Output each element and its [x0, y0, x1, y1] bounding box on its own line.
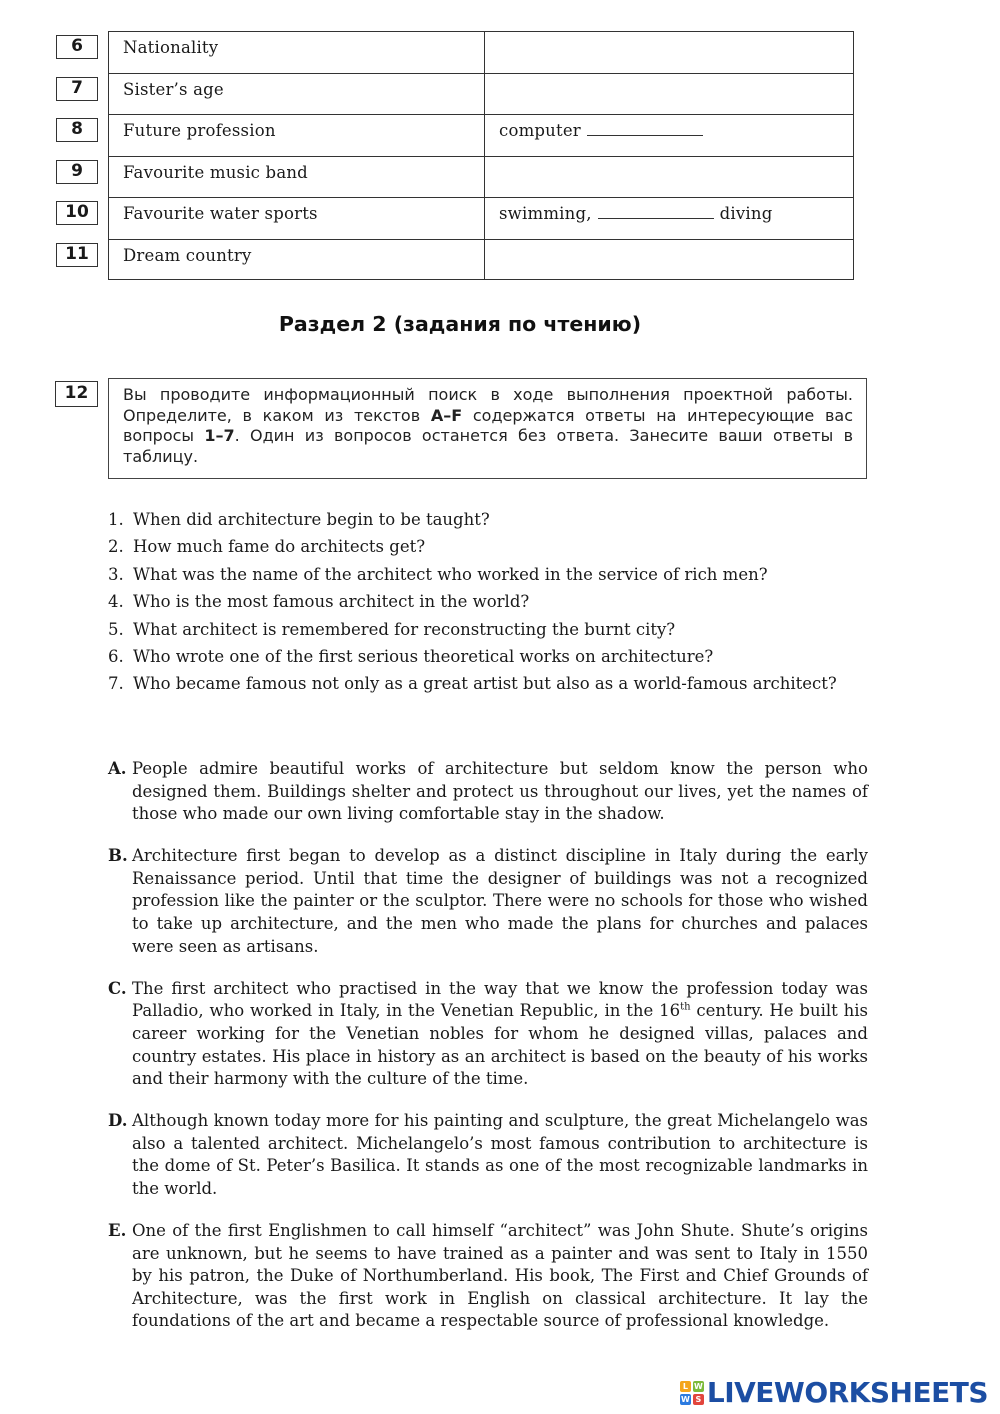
- section-title: Раздел 2 (задания по чтению): [278, 312, 642, 336]
- text-body: People admire beautiful works of architecture but seldom know the person who designed them. Buildings shelter and protect us throughout our lives, yet the names of those who made our own living comfortable stay in the shadow.: [132, 759, 868, 824]
- text-body: Architecture first began to develop as a distinct discipline in Italy during the early Renaissance period. Until that time the designer of buildings was not a recognized profession like the painter or the sculptor. There were no schools for those who wished to take up architecture, and the men who made the plans for churches and palaces were seen as artisans.: [132, 846, 868, 956]
- logo-tile: S: [693, 1394, 704, 1405]
- question-number: 2.: [108, 537, 124, 557]
- question-item: [108, 590, 868, 613]
- row-label: Nationality: [108, 31, 484, 73]
- answer-suffix: diving: [719, 204, 773, 223]
- instruction-bold: A–F: [430, 405, 463, 425]
- answer-cell[interactable]: [484, 31, 854, 73]
- logo-tile: W: [693, 1381, 703, 1391]
- question-number: 3.: [108, 564, 124, 584]
- instruction-box: [108, 378, 867, 479]
- text-letter: A.: [108, 759, 127, 778]
- row-number: 11: [56, 243, 98, 267]
- question-text: Who is the most famous architect in the world?: [133, 592, 530, 612]
- question-item: [108, 672, 868, 695]
- reading-texts: [108, 758, 868, 1353]
- text-letter: C.: [108, 978, 127, 998]
- row-number: 9: [56, 160, 98, 184]
- superscript: th: [680, 1001, 691, 1013]
- answer-blank[interactable]: [598, 198, 714, 219]
- row-number: 6: [56, 35, 98, 59]
- text-c: [108, 978, 868, 1091]
- question-number: 1.: [108, 510, 124, 529]
- row-number: 10: [56, 201, 98, 225]
- answer-cell[interactable]: [484, 156, 854, 198]
- question-number: 5.: [108, 619, 124, 639]
- question-text: When did architecture begin to be taught?: [133, 510, 490, 529]
- question-number: 6.: [108, 646, 124, 666]
- liveworksheets-logo-icon: [680, 1381, 704, 1405]
- question-list: [108, 508, 868, 700]
- text-letter: B.: [108, 846, 128, 866]
- text-body: One of the first Englishmen to call himself “architect” was John Shute. Shute’s origins are unknown, but he seems to have trained as a painter and was sent to Italy in 1550 by his patron, the Duke of Northumberland. His book, The First and Chief Grounds of Architecture, was the first work in English on classical architecture. It lay the foundations of the art and became a respectable source of professional knowledge.: [132, 1221, 868, 1331]
- instruction-text: . Один из вопросов останется без ответа. Занесите ваши ответы в таблицу.: [123, 426, 854, 466]
- answer-cell[interactable]: [484, 239, 854, 281]
- question-number: 7.: [108, 674, 124, 694]
- answer-cell[interactable]: [484, 73, 854, 115]
- question-item: [108, 645, 868, 668]
- text-body-cont: century. He built his career working for the Venetian nobles for whom he designed villas, palaces and country estates. His place in history as an architect is based on the beauty of his works and their harmony with the culture of the time.: [132, 1001, 868, 1089]
- question-text: How much fame do architects get?: [133, 537, 426, 557]
- row-label: Future profession: [108, 114, 484, 156]
- text-d: [108, 1110, 868, 1200]
- task-number: 12: [55, 381, 98, 407]
- question-item: [108, 508, 868, 531]
- instruction-text: Вы проводите информационный поиск в ходе выполнения проектной работы. Определите, в каком из текстов: [123, 385, 853, 425]
- text-body: Although known today more for his painting and sculpture, the great Michelangelo was also a talented architect. Michelangelo’s most famous contribution to architecture is the dome of St. Peter’s Basilica. It stands as one of the most recognizable landmarks in the world.: [132, 1111, 868, 1198]
- logo-tile: W: [680, 1394, 690, 1404]
- instruction-bold: 1–7: [204, 426, 235, 445]
- text-a: [108, 758, 868, 826]
- question-text: What architect is remembered for reconstructing the burnt city?: [133, 619, 676, 639]
- row-label: Favourite water sports: [108, 197, 484, 239]
- question-item: [108, 618, 868, 641]
- text-e: [108, 1220, 868, 1333]
- question-item: [108, 563, 868, 586]
- text-body: The first architect who practised in the way that we know the profession today was Palladio, who worked in Italy, in the Venetian Republic, in the 16: [132, 978, 868, 1021]
- liveworksheets-watermark: [680, 1376, 988, 1409]
- answer-blank[interactable]: [587, 115, 703, 136]
- answer-prefix: computer: [499, 121, 581, 140]
- question-text: What was the name of the architect who worked in the service of rich men?: [133, 564, 768, 584]
- question-number: 4.: [108, 592, 124, 612]
- instruction-text: содержатся ответы на интересующие вас вопросы: [123, 405, 853, 445]
- question-text: Who wrote one of the first serious theoretical works on architecture?: [133, 646, 714, 666]
- text-letter: D.: [108, 1111, 128, 1131]
- row-label: Dream country: [108, 239, 484, 281]
- logo-tile: L: [680, 1381, 691, 1392]
- row-label: Sister’s age: [108, 73, 484, 115]
- row-label: Favourite music band: [108, 156, 484, 198]
- answer-prefix: swimming,: [499, 204, 592, 223]
- row-number: 8: [56, 118, 98, 142]
- answer-cell: [484, 114, 854, 156]
- text-b: [108, 845, 868, 958]
- answer-cell: [484, 197, 854, 239]
- row-number: 7: [56, 77, 98, 101]
- question-text: Who became famous not only as a great artist but also as a world-famous architect?: [133, 674, 837, 694]
- watermark-text: LIVEWORKSHEETS: [706, 1376, 988, 1409]
- text-letter: E.: [108, 1221, 127, 1241]
- question-item: [108, 535, 868, 558]
